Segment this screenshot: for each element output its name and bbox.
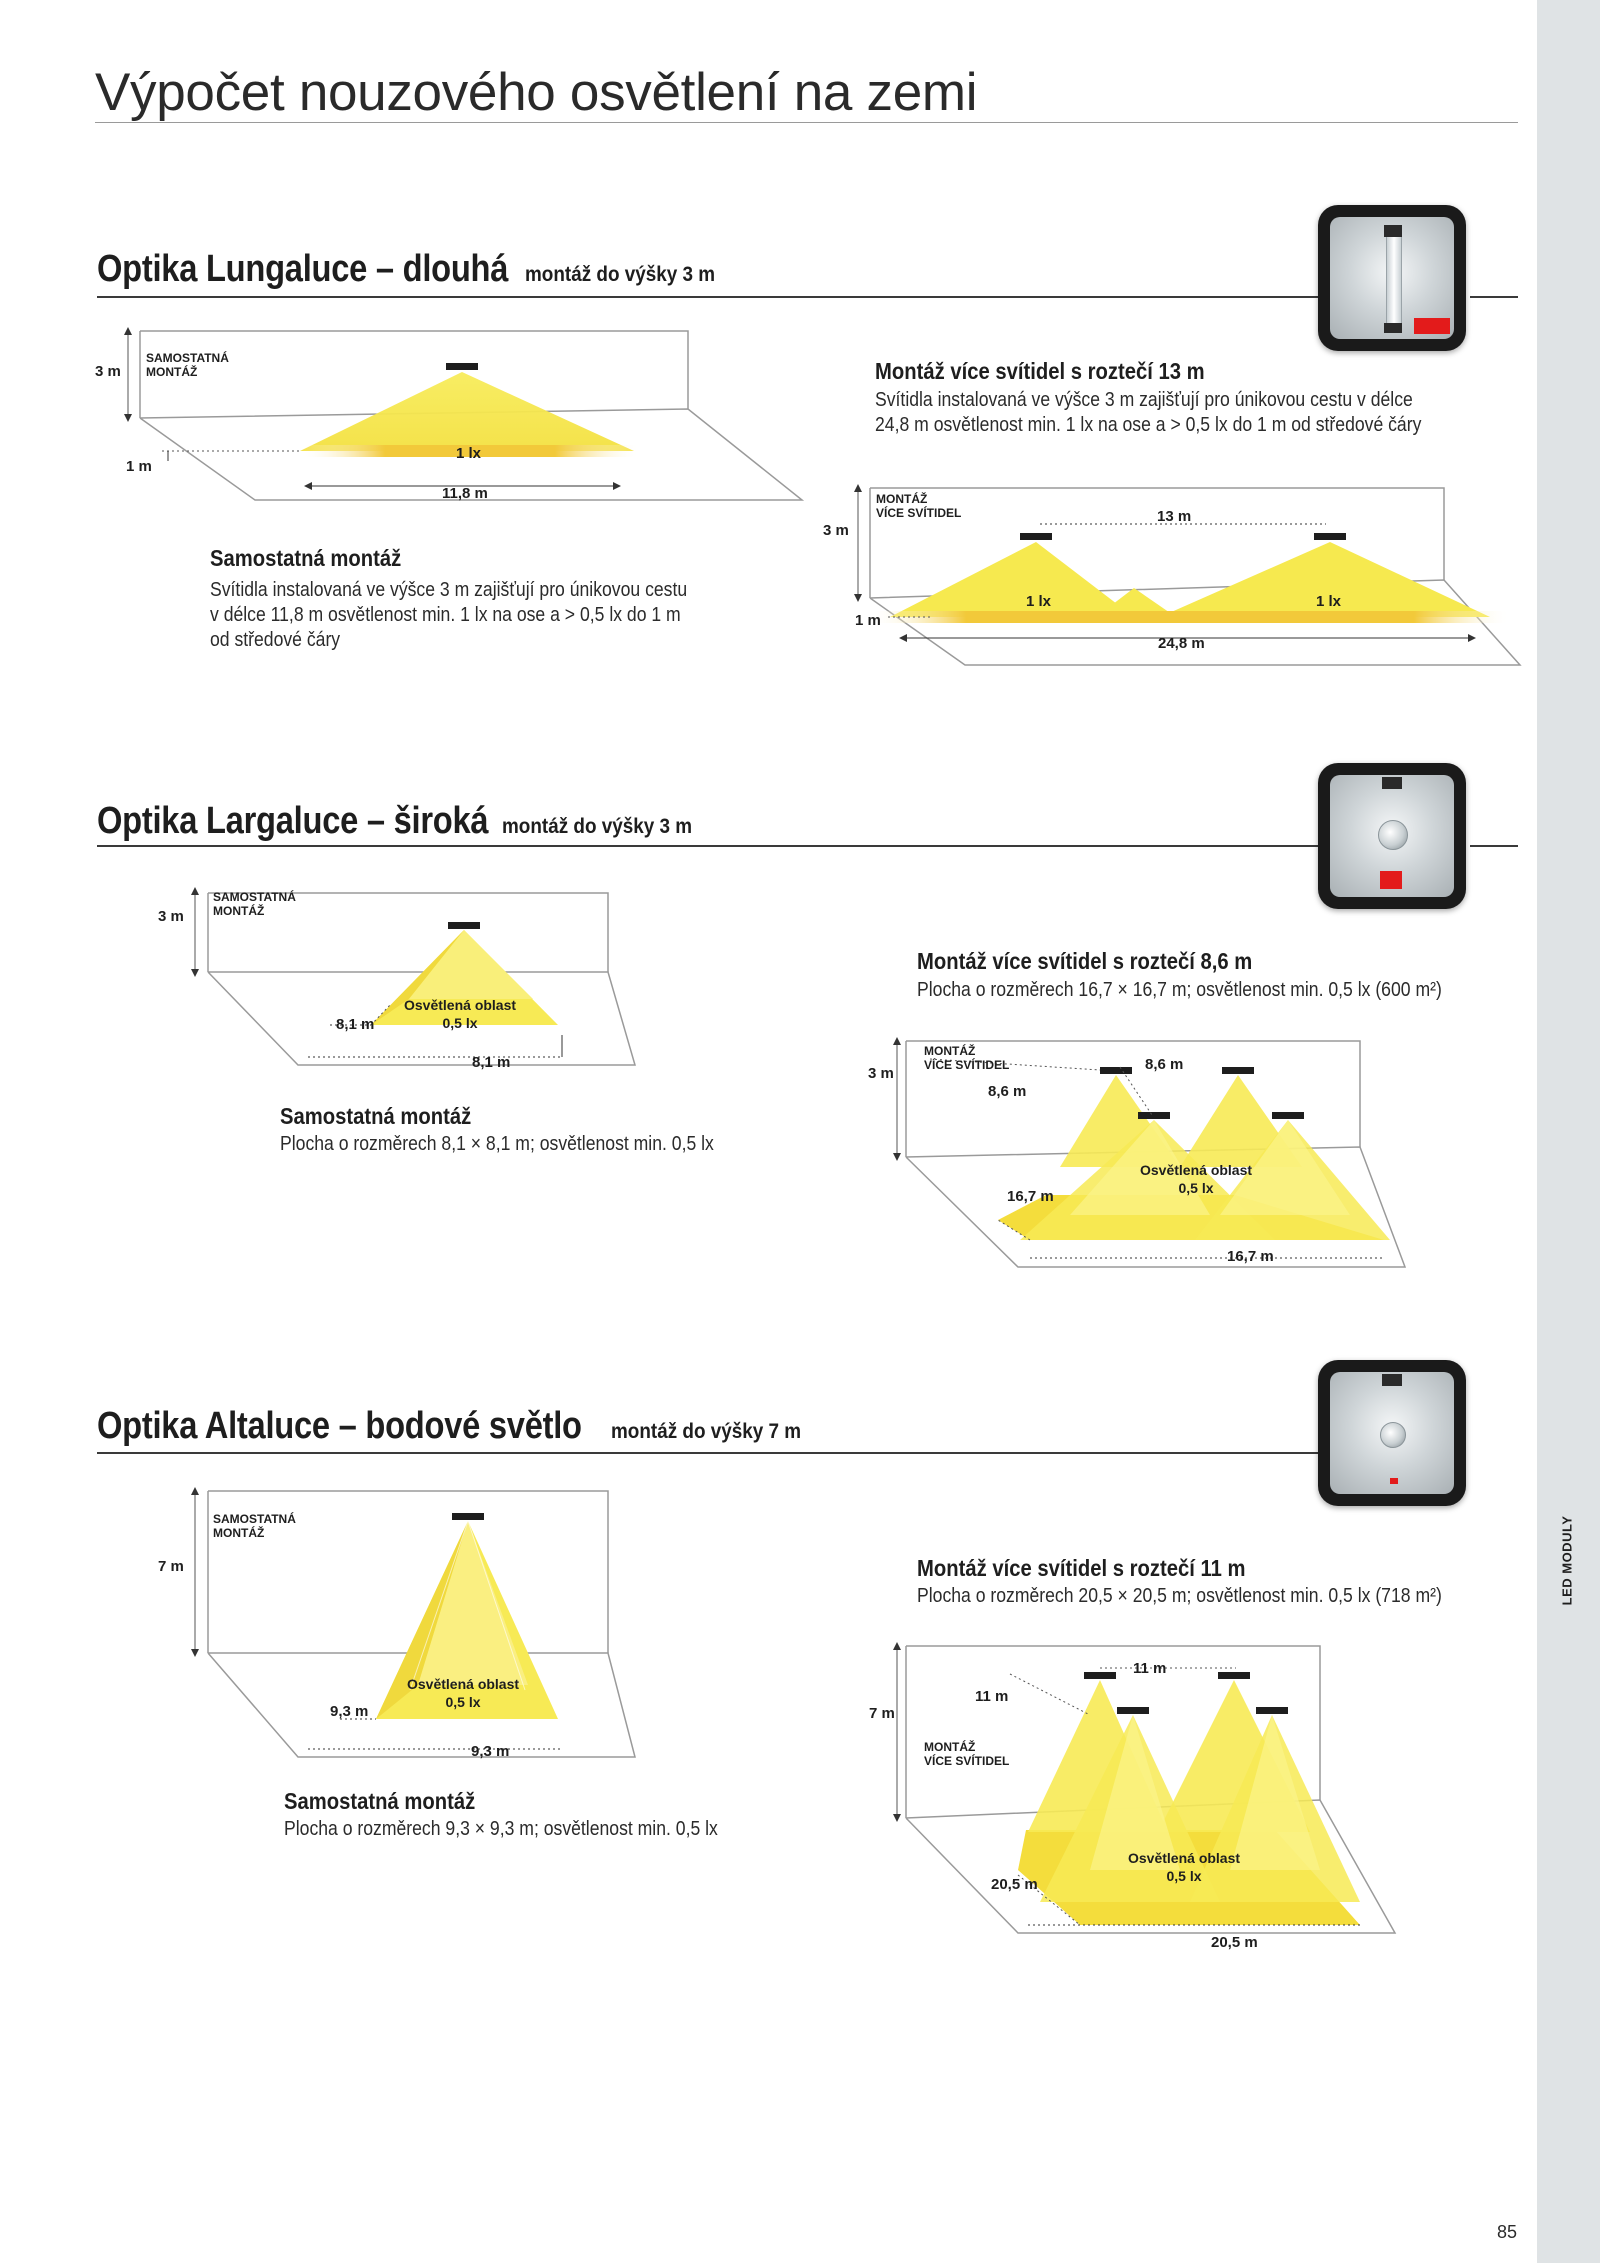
spacing-label: 11 m bbox=[1133, 1660, 1167, 1677]
luminaire-icon bbox=[1117, 1707, 1149, 1714]
multi-title: Montáž více svítidel s roztečí 13 m bbox=[875, 358, 1205, 384]
length-label: 11,8 m bbox=[442, 485, 488, 502]
height-label: 3 m bbox=[158, 908, 184, 925]
luminaire-icon bbox=[1256, 1707, 1288, 1714]
luminaire-icon bbox=[1138, 1112, 1170, 1119]
luminaire-icon bbox=[1084, 1672, 1116, 1679]
mount-tag: SAMOSTATNÁ MONTÁŽ bbox=[213, 890, 296, 918]
luminaire-icon bbox=[1272, 1112, 1304, 1119]
mount-tag: MONTÁŽ VÍCE SVÍTIDEL bbox=[924, 1740, 1010, 1768]
offset-label: 1 m bbox=[855, 612, 881, 629]
luminaire-icon bbox=[446, 363, 478, 370]
mount-tag: MONTÁŽ VÍCE SVÍTIDEL bbox=[924, 1044, 1010, 1072]
width-label: 9,3 m bbox=[471, 1743, 510, 1760]
side-strip bbox=[1537, 0, 1600, 2263]
fixture-lungaluce-icon bbox=[1318, 205, 1466, 351]
single-title: Samostatná montáž bbox=[210, 545, 402, 571]
height-label: 3 m bbox=[95, 363, 121, 380]
spacing-label: 13 m bbox=[1157, 508, 1192, 525]
depth-label: 20,5 m bbox=[991, 1876, 1038, 1893]
height-label: 7 m bbox=[869, 1705, 895, 1722]
mount-tag: SAMOSTATNÁ MONTÁŽ bbox=[146, 351, 229, 379]
single-title: Samostatná montáž bbox=[280, 1103, 472, 1129]
height-label: 3 m bbox=[823, 522, 849, 539]
mount-tag: MONTÁŽ VÍCE SVÍTIDEL bbox=[876, 492, 962, 520]
fixture-largaluce-icon bbox=[1318, 763, 1466, 909]
single-title: Samostatná montáž bbox=[284, 1788, 476, 1814]
spacing-label: 8,6 m bbox=[1145, 1056, 1184, 1073]
spacing-label: 11 m bbox=[975, 1688, 1009, 1705]
lux-label: 1 lx bbox=[456, 445, 482, 462]
title-divider bbox=[95, 122, 1518, 123]
luminaire-icon bbox=[1020, 533, 1052, 540]
section-heading-largaluce: Optika Largaluce – široká montáž do výšky 3 m bbox=[97, 800, 693, 842]
section-divider bbox=[1470, 296, 1518, 298]
depth-label: 9,3 m bbox=[330, 1703, 369, 1720]
multi-title: Montáž více svítidel s roztečí 11 m bbox=[917, 1555, 1246, 1581]
luminaire-icon bbox=[448, 922, 480, 929]
diagram-altaluce-multi bbox=[890, 1640, 1410, 1945]
width-label: 8,1 m bbox=[472, 1054, 511, 1071]
luminaire-icon bbox=[1314, 533, 1346, 540]
lux-label: 1 lx bbox=[1026, 593, 1052, 610]
luminaire-icon bbox=[1100, 1067, 1132, 1074]
luminaire-icon bbox=[1218, 1672, 1250, 1679]
page-title: Výpočet nouzového osvětlení na zemi bbox=[95, 63, 978, 122]
mount-tag: SAMOSTATNÁ MONTÁŽ bbox=[213, 1512, 296, 1540]
section-heading-altaluce: Optika Altaluce – bodové světlo montáž do výšky 7 m bbox=[97, 1405, 801, 1447]
area-label: Osvětlená oblast 0,5 lx bbox=[404, 997, 517, 1031]
depth-label: 16,7 m bbox=[1007, 1188, 1054, 1205]
section-heading-lungaluce: Optika Lungaluce – dlouhá montáž do výšky 3 m bbox=[97, 248, 716, 290]
section-divider bbox=[97, 296, 1319, 298]
section-divider bbox=[1470, 845, 1518, 847]
length-label: 24,8 m bbox=[1158, 635, 1205, 652]
depth-label: 8,1 m bbox=[336, 1016, 375, 1033]
spacing-label: 8,6 m bbox=[988, 1083, 1027, 1100]
width-label: 16,7 m bbox=[1227, 1248, 1274, 1265]
section-divider bbox=[97, 845, 1319, 847]
fixture-altaluce-icon bbox=[1318, 1360, 1466, 1506]
page-number: 85 bbox=[1497, 2222, 1518, 2242]
single-description: Svítidla instalovaná ve výšce 3 m zajišťují pro únikovou cestu v délce 11,8 m osvětlenost min. 1 lx na ose a > 0,5 lx do 1 m od středové čáry bbox=[210, 579, 688, 651]
multi-description: Svítidla instalovaná ve výšce 3 m zajišťují pro únikovou cestu v délce 24,8 m osvětlenost min. 1 lx na ose a > 0,5 lx do 1 m od středové čáry bbox=[875, 389, 1422, 436]
area-label: Osvětlená oblast 0,5 lx bbox=[1140, 1162, 1253, 1196]
luminaire-icon bbox=[1222, 1067, 1254, 1074]
side-tab: LED MODULY bbox=[1559, 1515, 1575, 1605]
height-label: 3 m bbox=[868, 1065, 894, 1082]
lux-label: 1 lx bbox=[1316, 593, 1342, 610]
area-label: Osvětlená oblast 0,5 lx bbox=[407, 1676, 520, 1710]
single-description: Plocha o rozměrech 8,1 × 8,1 m; osvětlenost min. 0,5 lx bbox=[280, 1133, 714, 1155]
multi-title: Montáž více svítidel s roztečí 8,6 m bbox=[917, 948, 1253, 974]
section-divider bbox=[97, 1452, 1319, 1454]
area-label: Osvětlená oblast 0,5 lx bbox=[1128, 1850, 1241, 1884]
multi-description: Plocha o rozměrech 20,5 × 20,5 m; osvětlenost min. 0,5 lx (718 m²) bbox=[917, 1585, 1442, 1607]
luminaire-icon bbox=[452, 1513, 484, 1520]
single-description: Plocha o rozměrech 9,3 × 9,3 m; osvětlenost min. 0,5 lx bbox=[284, 1818, 718, 1840]
offset-label: 1 m bbox=[126, 458, 152, 475]
multi-description: Plocha o rozměrech 16,7 × 16,7 m; osvětlenost min. 0,5 lx (600 m²) bbox=[917, 979, 1442, 1001]
width-label: 20,5 m bbox=[1211, 1934, 1258, 1951]
height-label: 7 m bbox=[158, 1558, 184, 1575]
